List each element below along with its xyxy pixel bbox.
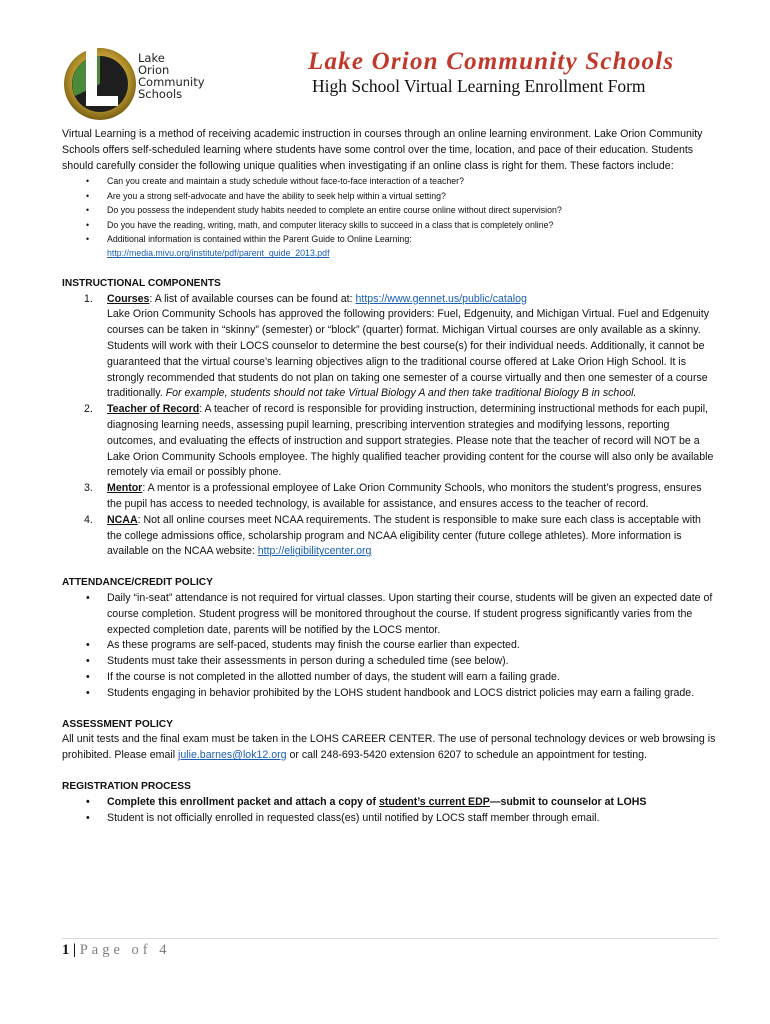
list-item: • Students must take their assessments in person during a scheduled time (see below). <box>62 654 718 670</box>
registration-list <box>62 795 718 827</box>
item-number: 1. <box>84 292 93 305</box>
teacher-of-record-item <box>62 402 718 481</box>
list-item: • Do you possess the independent study habits needed to complete an entire course online without direct supervision? <box>62 203 718 217</box>
organization-title: Lake Orion Community Schools <box>308 48 675 75</box>
edp-requirement: student’s current EDP <box>378 795 490 808</box>
guide-info-text: Additional information is contained within the Parent Guide to Online Learning: <box>107 234 412 245</box>
mentor-item <box>62 481 718 513</box>
list-item <box>62 795 718 811</box>
registration-step-end: —submit to counselor at LOHS <box>489 795 647 808</box>
ncaa-eligibility-link[interactable]: http://eligibilitycenter.org <box>257 545 372 558</box>
assessment-text: All unit tests and the final exam must be taken in the LOHS CAREER CENTER. The use of personal technology devices or web browsing is prohibited. Please email <box>62 733 716 762</box>
attendance-heading: ATTENDANCE/CREDIT POLICY <box>62 577 213 589</box>
page-label: Page of 4 <box>79 942 171 958</box>
list-item: • If the course is not completed in the allotted number of days, the student will earn a failing grade. <box>62 670 718 686</box>
parent-guide-link[interactable]: http://media.mivu.org/institute/pdf/parent_guide_2013.pdf <box>107 248 330 259</box>
contact-email-link[interactable]: julie.barnes@lok12.org <box>178 749 287 762</box>
courses-body: Lake Orion Community Schools has approved the following providers: Fuel, Edgenuity, and Michigan Virtual. Fuel and Edgenuity courses can be taken in “skinny” (semester) or “block” (quarter) format. Michigan Virtual courses are only available as a skinny. Students will work with their LOCS counselor to determine the best course(s) for their individual needs. Additionally, it cannot be guaranteed that the virtual course’s learning objectives align to the traditional course offered at Lake Orion High School. It is strongly recommended that students do not plan on taking one semester of a course virtually and then one semester of a course traditionally. <box>107 308 710 400</box>
intro-paragraph: Virtual Learning is a method of receiving academic instruction in courses through an online learning environment. Lake Orion Community Schools offers self-scheduled learning where students have some control over the time, location, and pace of their education. Students should carefully consider the following unique qualities when investigating if an online class is right for them. These factors include: <box>62 128 703 172</box>
assessment-heading: ASSESSMENT POLICY <box>62 718 173 730</box>
mentor-term: Mentor <box>107 482 143 495</box>
course-catalog-link[interactable]: https://www.gennet.us/public/catalog <box>355 292 527 305</box>
assessment-paragraph <box>62 732 718 764</box>
assessment-text-end: or call 248-693-5420 extension 6207 to schedule an appointment for testing. <box>286 749 647 762</box>
ncaa-body: : Not all online courses meet NCAA requirements. The student is responsible to make sure each class is acceptable with the college admissions office, scholarship program and NCAA eligibility center (future college athletes). More information is available on the NCAA website: <box>107 513 701 558</box>
list-item: • Students engaging in behavior prohibited by the LOHS student handbook and LOCS district policies may earn a failing grade. <box>62 686 718 702</box>
teacher-of-record-term: Teacher of Record <box>107 403 200 416</box>
registration-step-text: Complete this enrollment packet and attach a copy of <box>107 795 379 808</box>
courses-example: For example, students should not take Virtual Biology A and then take traditional Biology B in school. <box>165 387 637 400</box>
page-number: 1 <box>62 942 70 958</box>
ncaa-term: NCAA <box>107 513 138 526</box>
instructional-heading: INSTRUCTIONAL COMPONENTS <box>62 277 221 289</box>
list-item: • Can you create and maintain a study schedule without face-to-face interaction of a teacher? <box>62 174 718 188</box>
page-footer <box>62 942 170 959</box>
item-number: 3. <box>84 482 93 495</box>
footer-divider <box>62 938 718 939</box>
item-number: 2. <box>84 403 93 416</box>
list-item: • Are you a strong self-advocate and have the ability to seek help within a virtual setting? <box>62 189 718 203</box>
teacher-of-record-body: : A teacher of record is responsible for providing instruction, determining instructional methods for each pupil, diagnosing learning needs, assessing pupil learning, prescribing intervention strategies and modifying lessons, reporting outcomes, and evaluating the effects of instruction and support strategies. Please note that the teacher of record will NOT be a Lake Orion Community Schools employee. The highly qualified teacher providing content for the course will also only be available remotely via email or possibly phone. <box>107 403 714 479</box>
form-title: High School Virtual Learning Enrollment Form <box>312 76 646 96</box>
courses-item <box>62 292 718 403</box>
attendance-list <box>62 591 718 702</box>
instructional-list <box>62 292 718 561</box>
logo-text: Lake Orion Community Schools <box>138 51 205 101</box>
list-item <box>62 232 718 261</box>
list-item: • As these programs are self-paced, students may finish the course earlier than expected. <box>62 638 718 654</box>
mentor-body: : A mentor is a professional employee of Lake Orion Community Schools, who monitors the student’s progress, ensures the pupil has access to needed technology, is available for assistance, and ensures access to the teacher of record. <box>107 482 702 510</box>
logo-emblem-icon <box>62 44 142 122</box>
registration-heading: REGISTRATION PROCESS <box>62 780 191 792</box>
courses-term: Courses <box>107 292 150 305</box>
footer-separator: | <box>69 942 80 958</box>
intro-question-list <box>62 174 718 260</box>
item-number: 4. <box>84 513 93 526</box>
list-item: • Student is not officially enrolled in requested class(es) until notified by LOCS staff member through email. <box>62 811 718 827</box>
list-item: • Daily “in-seat” attendance is not required for virtual classes. Upon starting their course, students will be given an expected date of course completion. Student progress will be monitored throughout the course. If student progress significantly varies from the expected completion date, parents will be notified by the LOCS mentor. <box>62 591 718 638</box>
courses-lead: : A list of available courses can be found at: <box>149 292 356 305</box>
document-body <box>62 127 718 826</box>
ncaa-item <box>62 513 718 560</box>
list-item: • Do you have the reading, writing, math, and computer literacy skills to succeed in a class that is completely online? <box>62 218 718 232</box>
